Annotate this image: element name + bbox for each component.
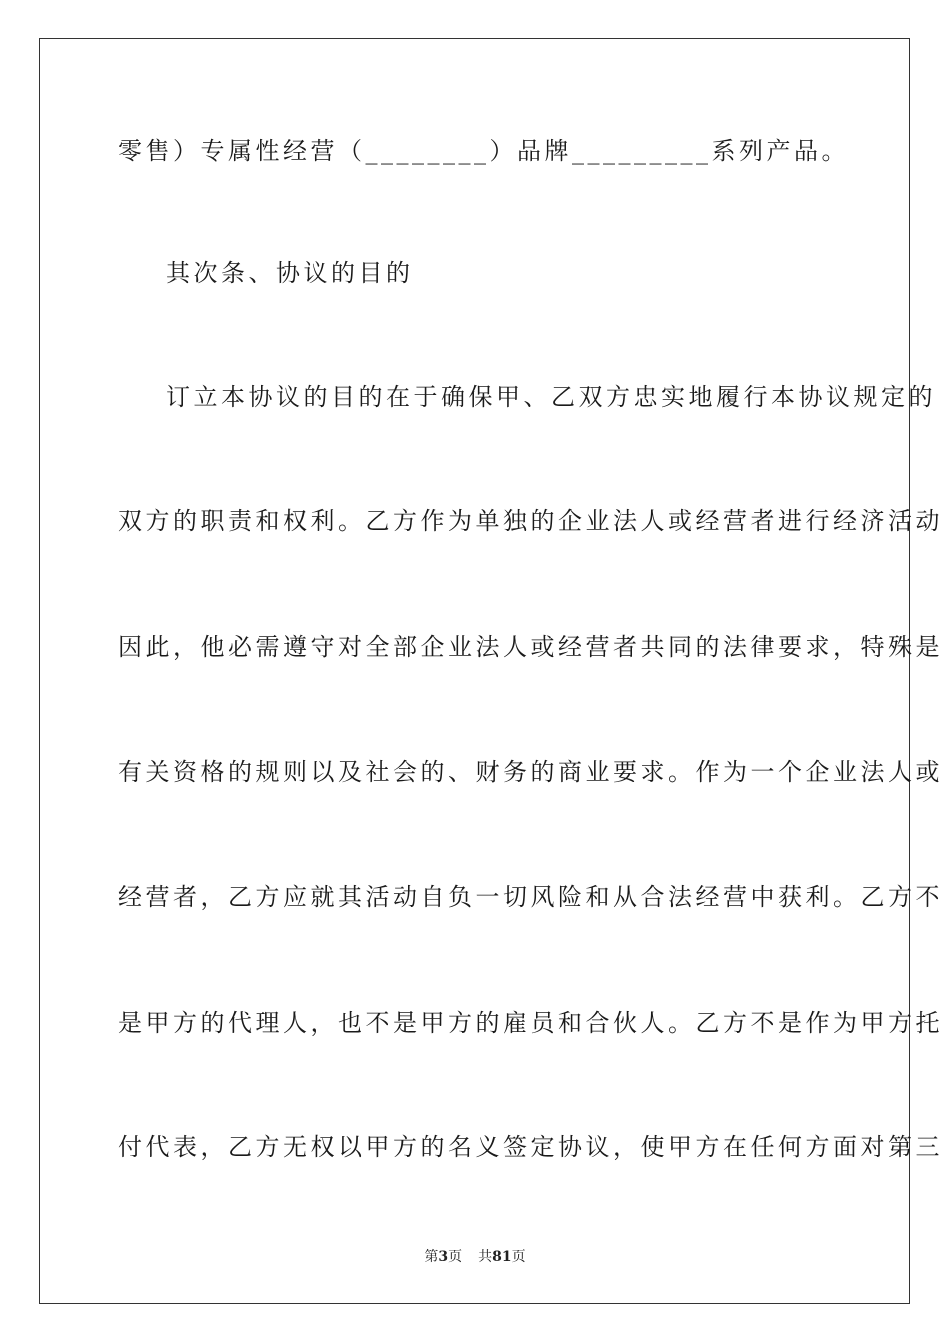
- section-heading: 其次条、协议的目的: [166, 259, 414, 287]
- body-line-5: 因此，他必需遵守对全部企业法人或经营者共同的法律要求，特殊是: [118, 633, 943, 661]
- page-prefix: 第: [424, 1249, 439, 1265]
- body-line-6: 有关资格的规则以及社会的、财务的商业要求。作为一个企业法人或: [118, 758, 943, 786]
- body-line-4: 双方的职责和权利。乙方作为单独的企业法人或经营者进行经济活动: [118, 507, 943, 535]
- page-footer: [0, 1247, 950, 1267]
- page-border: [39, 38, 943, 1304]
- page-number: 3: [438, 1249, 449, 1265]
- body-line-7: 经营者，乙方应就其活动自负一切风险和从合法经营中获利。乙方不: [118, 883, 943, 911]
- body-line-1: 零售）专属性经营（________）品牌_________系列产品。: [118, 137, 849, 165]
- total-suffix: 页: [511, 1249, 526, 1265]
- body-line-8: 是甲方的代理人，也不是甲方的雇员和合伙人。乙方不是作为甲方托: [118, 1009, 943, 1037]
- total-pages: 81: [492, 1249, 512, 1265]
- body-line-3: 订立本协议的目的在于确保甲、乙双方忠实地履行本协议规定的: [166, 383, 936, 411]
- page-suffix: 页: [448, 1249, 463, 1265]
- body-line-9: 付代表，乙方无权以甲方的名义签定协议，使甲方在任何方面对第三: [118, 1133, 943, 1161]
- total-prefix: 共: [478, 1249, 493, 1265]
